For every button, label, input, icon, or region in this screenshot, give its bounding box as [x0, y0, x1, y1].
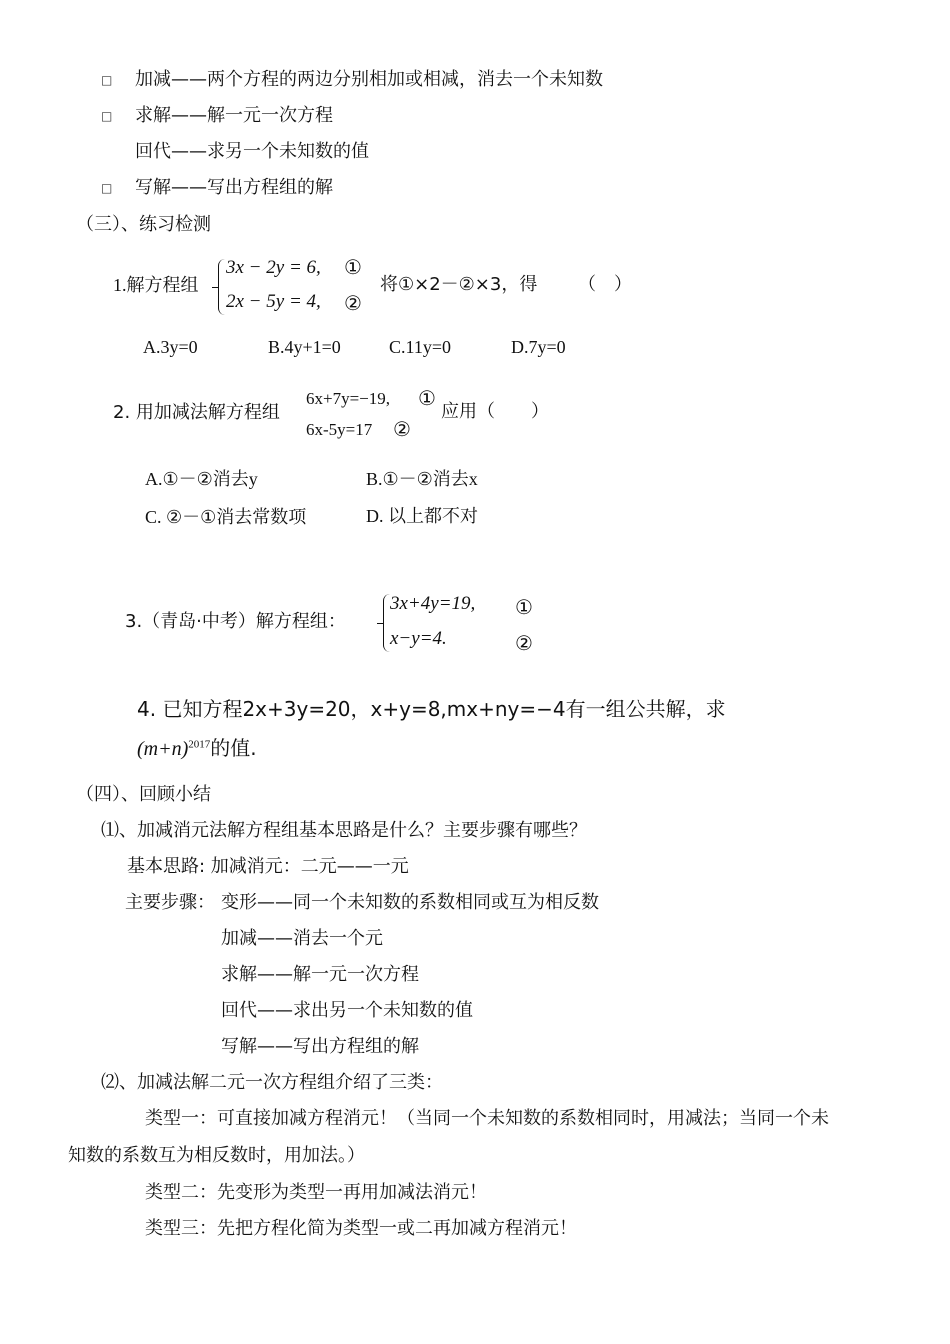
q2-eq2: 6x-5y=17	[306, 420, 373, 439]
step-write-solution: 写解——写出方程组的解	[135, 177, 333, 198]
q2-eq2-mark: ②	[393, 417, 411, 441]
main-step-write: 写解——写出方程组的解	[221, 1036, 419, 1057]
q4-line1: 4. 已知方程2x+3y=20，x+y=8,mx+ny=−4有一组公共解，求	[137, 697, 726, 721]
q1-answer-paren: （ ）	[578, 274, 632, 295]
main-step-transform: 变形——同一个未知数的系数相同或互为相反数	[221, 892, 599, 913]
q2-option-b: B.①－②消去x	[366, 469, 478, 489]
q1-eq1: 3x − 2y = 6,	[226, 257, 321, 278]
section3-heading: （三）、练习检测	[76, 214, 211, 235]
main-step-solve: 求解——解一元一次方程	[221, 964, 419, 985]
q1-instruction: 将①×2－②×3，得	[380, 274, 538, 295]
q3-eq2: x−y=4.	[390, 628, 447, 649]
type1-line2: 知数的系数互为相反数时，用加法。）	[68, 1145, 365, 1166]
type3: 类型三：先把方程化简为类型一或二再加减方程消元！	[145, 1218, 577, 1239]
bullet-icon: □	[101, 109, 113, 123]
step-substitute: 回代——求另一个未知数的值	[135, 141, 369, 162]
q1-option-a: A.3y=0	[143, 337, 198, 357]
type1-line1: 类型一：可直接加减方程消元！（当同一个未知数的系数相同时，用减法；当同一个未	[145, 1108, 829, 1129]
main-step-substitute: 回代——求出另一个未知数的值	[221, 1000, 473, 1021]
step-add-subtract: 加减——两个方程的两边分别相加或相减，消去一个未知数	[135, 69, 603, 90]
q1-eq2-mark: ②	[344, 291, 362, 315]
q2-eq1-mark: ①	[418, 386, 436, 410]
q2-option-c: C. ②－①消去常数项	[145, 507, 307, 527]
main-steps-label: 主要步骤：	[125, 892, 215, 913]
summary-question2: ⑵、加减法解二元一次方程组介绍了三类：	[101, 1072, 443, 1093]
q2-suffix: 应用（ ）	[441, 401, 549, 422]
q2-eq1: 6x+7y=−19,	[306, 389, 391, 408]
summary-question1: ⑴、加减消元法解方程组基本思路是什么？主要步骤有哪些？	[101, 820, 587, 841]
q1-prefix: 1.解方程组	[113, 275, 199, 295]
q3-prefix: 3.（青岛·中考）解方程组：	[125, 611, 346, 632]
main-step-add-subtract: 加减——消去一个元	[221, 928, 383, 949]
q2-option-a: A.①－②消去y	[145, 469, 258, 489]
q1-option-b: B.4y+1=0	[268, 337, 341, 357]
q1-eq2: 2x − 5y = 4,	[226, 291, 321, 312]
q1-option-c: C.11y=0	[389, 337, 451, 357]
q3-eq1-mark: ①	[515, 595, 533, 619]
q2-prefix: 2. 用加减法解方程组	[113, 402, 280, 423]
q2-option-d: D. 以上都不对	[366, 506, 478, 526]
section4-heading: （四）、回顾小结	[76, 784, 211, 805]
q3-eq1: 3x+4y=19,	[390, 593, 476, 614]
q4-line2	[137, 738, 257, 759]
bullet-icon: □	[101, 73, 113, 87]
basic-idea: 基本思路: 加减消元：二元——一元	[127, 856, 409, 877]
q1-eq1-mark: ①	[344, 255, 362, 279]
q3-eq2-mark: ②	[515, 631, 533, 655]
bullet-icon: □	[101, 181, 113, 195]
q4-expression-exponent: 2017	[188, 738, 211, 751]
step-solve: 求解——解一元一次方程	[135, 105, 333, 126]
type2: 类型二：先变形为类型一再用加减法消元！	[145, 1182, 487, 1203]
q1-option-d: D.7y=0	[511, 337, 566, 357]
q4-expression-base: (m+n)	[137, 738, 189, 760]
q4-expression-tail: 的值.	[210, 736, 257, 760]
